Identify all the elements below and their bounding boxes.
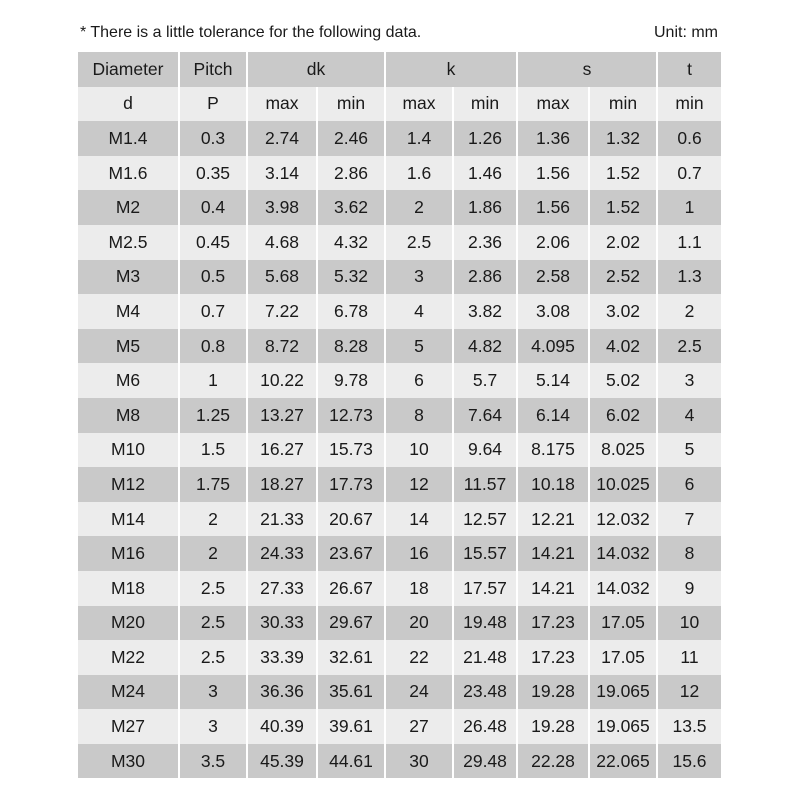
cell-k-max: 6 [385,363,453,398]
cell-pitch: 0.5 [179,260,247,295]
cell-t-min: 13.5 [657,709,722,744]
cell-k-min: 29.48 [453,744,517,779]
cell-t-min: 7 [657,502,722,537]
subheader-s-max: max [517,87,589,122]
cell-s-max: 2.06 [517,225,589,260]
cell-k-min: 3.82 [453,294,517,329]
cell-k-min: 2.36 [453,225,517,260]
cell-diameter: M14 [77,502,179,537]
cell-s-min: 14.032 [589,571,657,606]
table-row [77,606,722,641]
cell-t-min: 2 [657,294,722,329]
cell-diameter: M10 [77,433,179,468]
header-k: k [385,52,517,87]
cell-dk-max: 8.72 [247,329,317,364]
cell-k-min: 5.7 [453,363,517,398]
cell-t-min: 1.1 [657,225,722,260]
cell-s-min: 22.065 [589,744,657,779]
cell-s-max: 6.14 [517,398,589,433]
cell-dk-min: 15.73 [317,433,385,468]
cell-s-max: 1.56 [517,156,589,191]
cell-dk-max: 33.39 [247,640,317,675]
cell-k-min: 12.57 [453,502,517,537]
cell-pitch: 1 [179,363,247,398]
cell-pitch: 0.7 [179,294,247,329]
cell-pitch: 3.5 [179,744,247,779]
cell-s-max: 14.21 [517,536,589,571]
cell-dk-min: 32.61 [317,640,385,675]
cell-s-min: 1.52 [589,190,657,225]
cell-k-max: 27 [385,709,453,744]
cell-pitch: 2 [179,502,247,537]
cell-s-max: 19.28 [517,709,589,744]
cell-diameter: M5 [77,329,179,364]
cell-s-max: 1.36 [517,121,589,156]
cell-t-min: 5 [657,433,722,468]
cell-pitch: 2.5 [179,606,247,641]
cell-k-min: 1.26 [453,121,517,156]
subheader-k-max: max [385,87,453,122]
cell-s-min: 17.05 [589,606,657,641]
cell-dk-max: 2.74 [247,121,317,156]
cell-diameter: M20 [77,606,179,641]
subheader-dk-max: max [247,87,317,122]
table-row [77,329,722,364]
cell-k-min: 26.48 [453,709,517,744]
cell-pitch: 1.5 [179,433,247,468]
table-row [77,675,722,710]
cell-diameter: M16 [77,536,179,571]
cell-t-min: 1 [657,190,722,225]
note-line [80,22,720,44]
subheader-dk-min: min [317,87,385,122]
cell-s-min: 12.032 [589,502,657,537]
cell-s-min: 14.032 [589,536,657,571]
cell-k-max: 20 [385,606,453,641]
table-row [77,640,722,675]
cell-dk-min: 2.86 [317,156,385,191]
unit-label: Unit: mm [654,24,718,41]
cell-diameter: M18 [77,571,179,606]
cell-s-max: 17.23 [517,606,589,641]
cell-dk-min: 26.67 [317,571,385,606]
cell-dk-min: 39.61 [317,709,385,744]
cell-dk-max: 10.22 [247,363,317,398]
cell-pitch: 0.3 [179,121,247,156]
cell-dk-max: 36.36 [247,675,317,710]
cell-pitch: 2.5 [179,571,247,606]
cell-pitch: 2.5 [179,640,247,675]
cell-s-max: 12.21 [517,502,589,537]
cell-pitch: 3 [179,675,247,710]
cell-s-max: 4.095 [517,329,589,364]
cell-pitch: 0.35 [179,156,247,191]
cell-s-max: 5.14 [517,363,589,398]
table-row [77,502,722,537]
cell-dk-min: 3.62 [317,190,385,225]
subheader-s-min: min [589,87,657,122]
table-row [77,121,722,156]
cell-pitch: 0.45 [179,225,247,260]
cell-k-max: 5 [385,329,453,364]
table-row [77,744,722,779]
cell-s-max: 1.56 [517,190,589,225]
cell-k-min: 9.64 [453,433,517,468]
cell-k-max: 16 [385,536,453,571]
cell-k-min: 15.57 [453,536,517,571]
cell-dk-min: 2.46 [317,121,385,156]
cell-t-min: 8 [657,536,722,571]
cell-k-max: 2.5 [385,225,453,260]
table-body [77,121,722,778]
cell-k-max: 18 [385,571,453,606]
header-dk: dk [247,52,385,87]
cell-k-min: 1.86 [453,190,517,225]
cell-pitch: 0.4 [179,190,247,225]
cell-diameter: M3 [77,260,179,295]
cell-diameter: M1.6 [77,156,179,191]
dimension-table [76,52,723,778]
table-row [77,190,722,225]
cell-s-min: 8.025 [589,433,657,468]
cell-k-min: 19.48 [453,606,517,641]
cell-s-min: 19.065 [589,675,657,710]
cell-s-max: 14.21 [517,571,589,606]
cell-k-max: 2 [385,190,453,225]
cell-s-min: 3.02 [589,294,657,329]
cell-k-min: 1.46 [453,156,517,191]
cell-diameter: M4 [77,294,179,329]
tolerance-note: * There is a little tolerance for the following data. [80,24,422,41]
cell-dk-max: 24.33 [247,536,317,571]
cell-diameter: M8 [77,398,179,433]
cell-s-min: 10.025 [589,467,657,502]
cell-s-max: 19.28 [517,675,589,710]
cell-dk-min: 8.28 [317,329,385,364]
cell-t-min: 9 [657,571,722,606]
cell-dk-min: 44.61 [317,744,385,779]
table-row [77,156,722,191]
cell-pitch: 0.8 [179,329,247,364]
header-s: s [517,52,657,87]
header-row-sub [77,87,722,122]
cell-diameter: M30 [77,744,179,779]
cell-s-max: 10.18 [517,467,589,502]
header-t: t [657,52,722,87]
cell-s-max: 2.58 [517,260,589,295]
cell-diameter: M2.5 [77,225,179,260]
cell-dk-min: 20.67 [317,502,385,537]
cell-pitch: 1.75 [179,467,247,502]
header-pitch: Pitch [179,52,247,87]
cell-diameter: M22 [77,640,179,675]
cell-dk-max: 5.68 [247,260,317,295]
cell-dk-max: 18.27 [247,467,317,502]
cell-dk-min: 9.78 [317,363,385,398]
cell-k-min: 11.57 [453,467,517,502]
cell-k-max: 12 [385,467,453,502]
cell-dk-max: 45.39 [247,744,317,779]
cell-k-min: 7.64 [453,398,517,433]
cell-k-min: 23.48 [453,675,517,710]
cell-k-min: 21.48 [453,640,517,675]
table-row [77,433,722,468]
cell-dk-min: 5.32 [317,260,385,295]
cell-s-min: 4.02 [589,329,657,364]
cell-s-max: 8.175 [517,433,589,468]
cell-k-max: 24 [385,675,453,710]
table-row [77,225,722,260]
cell-k-max: 3 [385,260,453,295]
cell-t-min: 1.3 [657,260,722,295]
cell-dk-max: 3.14 [247,156,317,191]
cell-s-min: 2.52 [589,260,657,295]
cell-k-max: 30 [385,744,453,779]
subheader-t-min: min [657,87,722,122]
cell-dk-max: 3.98 [247,190,317,225]
table-row [77,571,722,606]
subheader-d: d [77,87,179,122]
cell-dk-min: 35.61 [317,675,385,710]
cell-t-min: 0.6 [657,121,722,156]
cell-k-max: 10 [385,433,453,468]
subheader-p: P [179,87,247,122]
cell-t-min: 0.7 [657,156,722,191]
cell-s-min: 17.05 [589,640,657,675]
cell-diameter: M1.4 [77,121,179,156]
cell-pitch: 1.25 [179,398,247,433]
cell-diameter: M27 [77,709,179,744]
cell-dk-min: 23.67 [317,536,385,571]
cell-k-max: 14 [385,502,453,537]
cell-t-min: 3 [657,363,722,398]
cell-s-min: 1.52 [589,156,657,191]
cell-k-min: 17.57 [453,571,517,606]
cell-s-max: 22.28 [517,744,589,779]
cell-dk-max: 7.22 [247,294,317,329]
cell-dk-max: 13.27 [247,398,317,433]
cell-pitch: 2 [179,536,247,571]
table-row [77,467,722,502]
cell-s-min: 19.065 [589,709,657,744]
table-row [77,294,722,329]
cell-k-min: 4.82 [453,329,517,364]
table-row [77,260,722,295]
header-row-top [77,52,722,87]
table-row [77,398,722,433]
cell-k-max: 8 [385,398,453,433]
header-diameter: Diameter [77,52,179,87]
cell-s-max: 3.08 [517,294,589,329]
cell-pitch: 3 [179,709,247,744]
cell-dk-max: 4.68 [247,225,317,260]
cell-dk-min: 4.32 [317,225,385,260]
cell-t-min: 12 [657,675,722,710]
cell-dk-max: 30.33 [247,606,317,641]
cell-k-max: 1.4 [385,121,453,156]
cell-k-max: 22 [385,640,453,675]
cell-k-max: 4 [385,294,453,329]
cell-s-min: 5.02 [589,363,657,398]
cell-dk-min: 12.73 [317,398,385,433]
cell-dk-min: 6.78 [317,294,385,329]
cell-t-min: 4 [657,398,722,433]
cell-t-min: 11 [657,640,722,675]
cell-dk-min: 17.73 [317,467,385,502]
cell-diameter: M6 [77,363,179,398]
cell-diameter: M24 [77,675,179,710]
table-row [77,363,722,398]
cell-dk-max: 16.27 [247,433,317,468]
cell-diameter: M12 [77,467,179,502]
cell-dk-max: 21.33 [247,502,317,537]
cell-dk-max: 27.33 [247,571,317,606]
cell-dk-max: 40.39 [247,709,317,744]
table-row [77,709,722,744]
cell-k-max: 1.6 [385,156,453,191]
cell-t-min: 10 [657,606,722,641]
cell-s-min: 6.02 [589,398,657,433]
cell-k-min: 2.86 [453,260,517,295]
cell-t-min: 6 [657,467,722,502]
table-row [77,536,722,571]
cell-t-min: 2.5 [657,329,722,364]
cell-t-min: 15.6 [657,744,722,779]
cell-s-min: 2.02 [589,225,657,260]
cell-diameter: M2 [77,190,179,225]
cell-s-max: 17.23 [517,640,589,675]
cell-s-min: 1.32 [589,121,657,156]
cell-dk-min: 29.67 [317,606,385,641]
subheader-k-min: min [453,87,517,122]
